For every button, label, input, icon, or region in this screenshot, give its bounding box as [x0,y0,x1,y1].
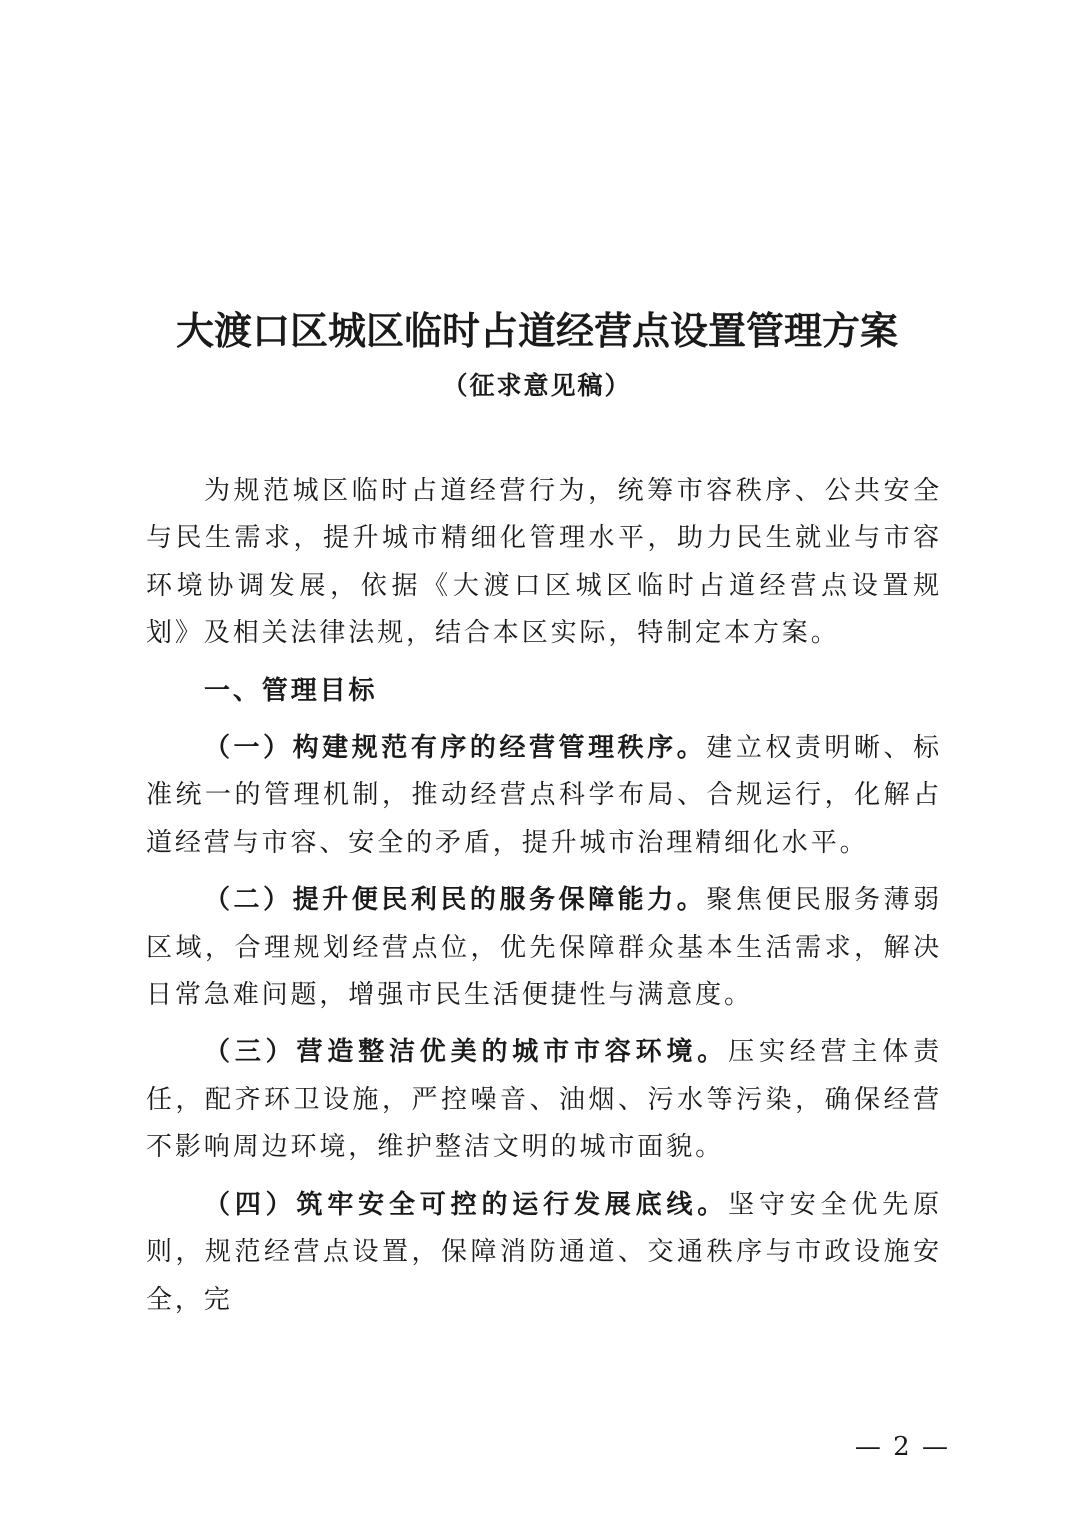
goal-paragraph-1 [146,725,942,867]
document-title: 大渡口区城区临时占道经营点设置管理方案 [175,309,898,353]
intro-paragraph: 为规范城区临时占道经营行为，统筹市容秩序、公共安全与民生需求，提升城市精细化管理水平，助力民生就业与市容环境协调发展，依据《大渡口区城区临时占道经营点设置规划》及相关法律法规，结合本区实际，特制定本方案。 [146,476,942,649]
goal-paragraph-4 [146,1182,942,1324]
goal-text: 压实经营主体责任，配齐环卫设施，严控噪音、油烟、污水等污染，确保经营不影响周边环境，维护整洁文明的城市面貌。 [146,1037,942,1163]
goal-paragraph-3 [146,1029,942,1171]
goal-lead: （三）营造整洁优美的城市市容环境。 [204,1037,729,1068]
section-heading: 一、管理目标 [204,675,378,706]
goal-text: 建立权责明晰、标准统一的管理机制，推动经营点科学布局、合规运行，化解占道经营与市容、安全的矛盾，提升城市治理精细化水平。 [146,733,942,858]
goal-paragraph-2 [146,877,942,1019]
goal-lead: （二）提升便民利民的服务保障能力。 [204,885,707,916]
document-body [146,468,942,1334]
goal-lead: （四）筑牢安全可控的运行发展底线。 [204,1189,729,1220]
document-subtitle: （征求意见稿） [442,371,632,400]
goal-lead: （一）构建规范有序的经营管理秩序。 [204,733,707,764]
goal-text: 坚守安全优先原则，规范经营点设置，保障消防通道、交通秩序与市政设施安全，完 [146,1189,942,1315]
page-number: — 2 — [854,1432,950,1462]
goal-text: 聚焦便民服务薄弱区域，合理规划经营点位，优先保障群众基本生活需求，解决日常急难问题，增强市民生活便捷性与满意度。 [146,885,942,1011]
